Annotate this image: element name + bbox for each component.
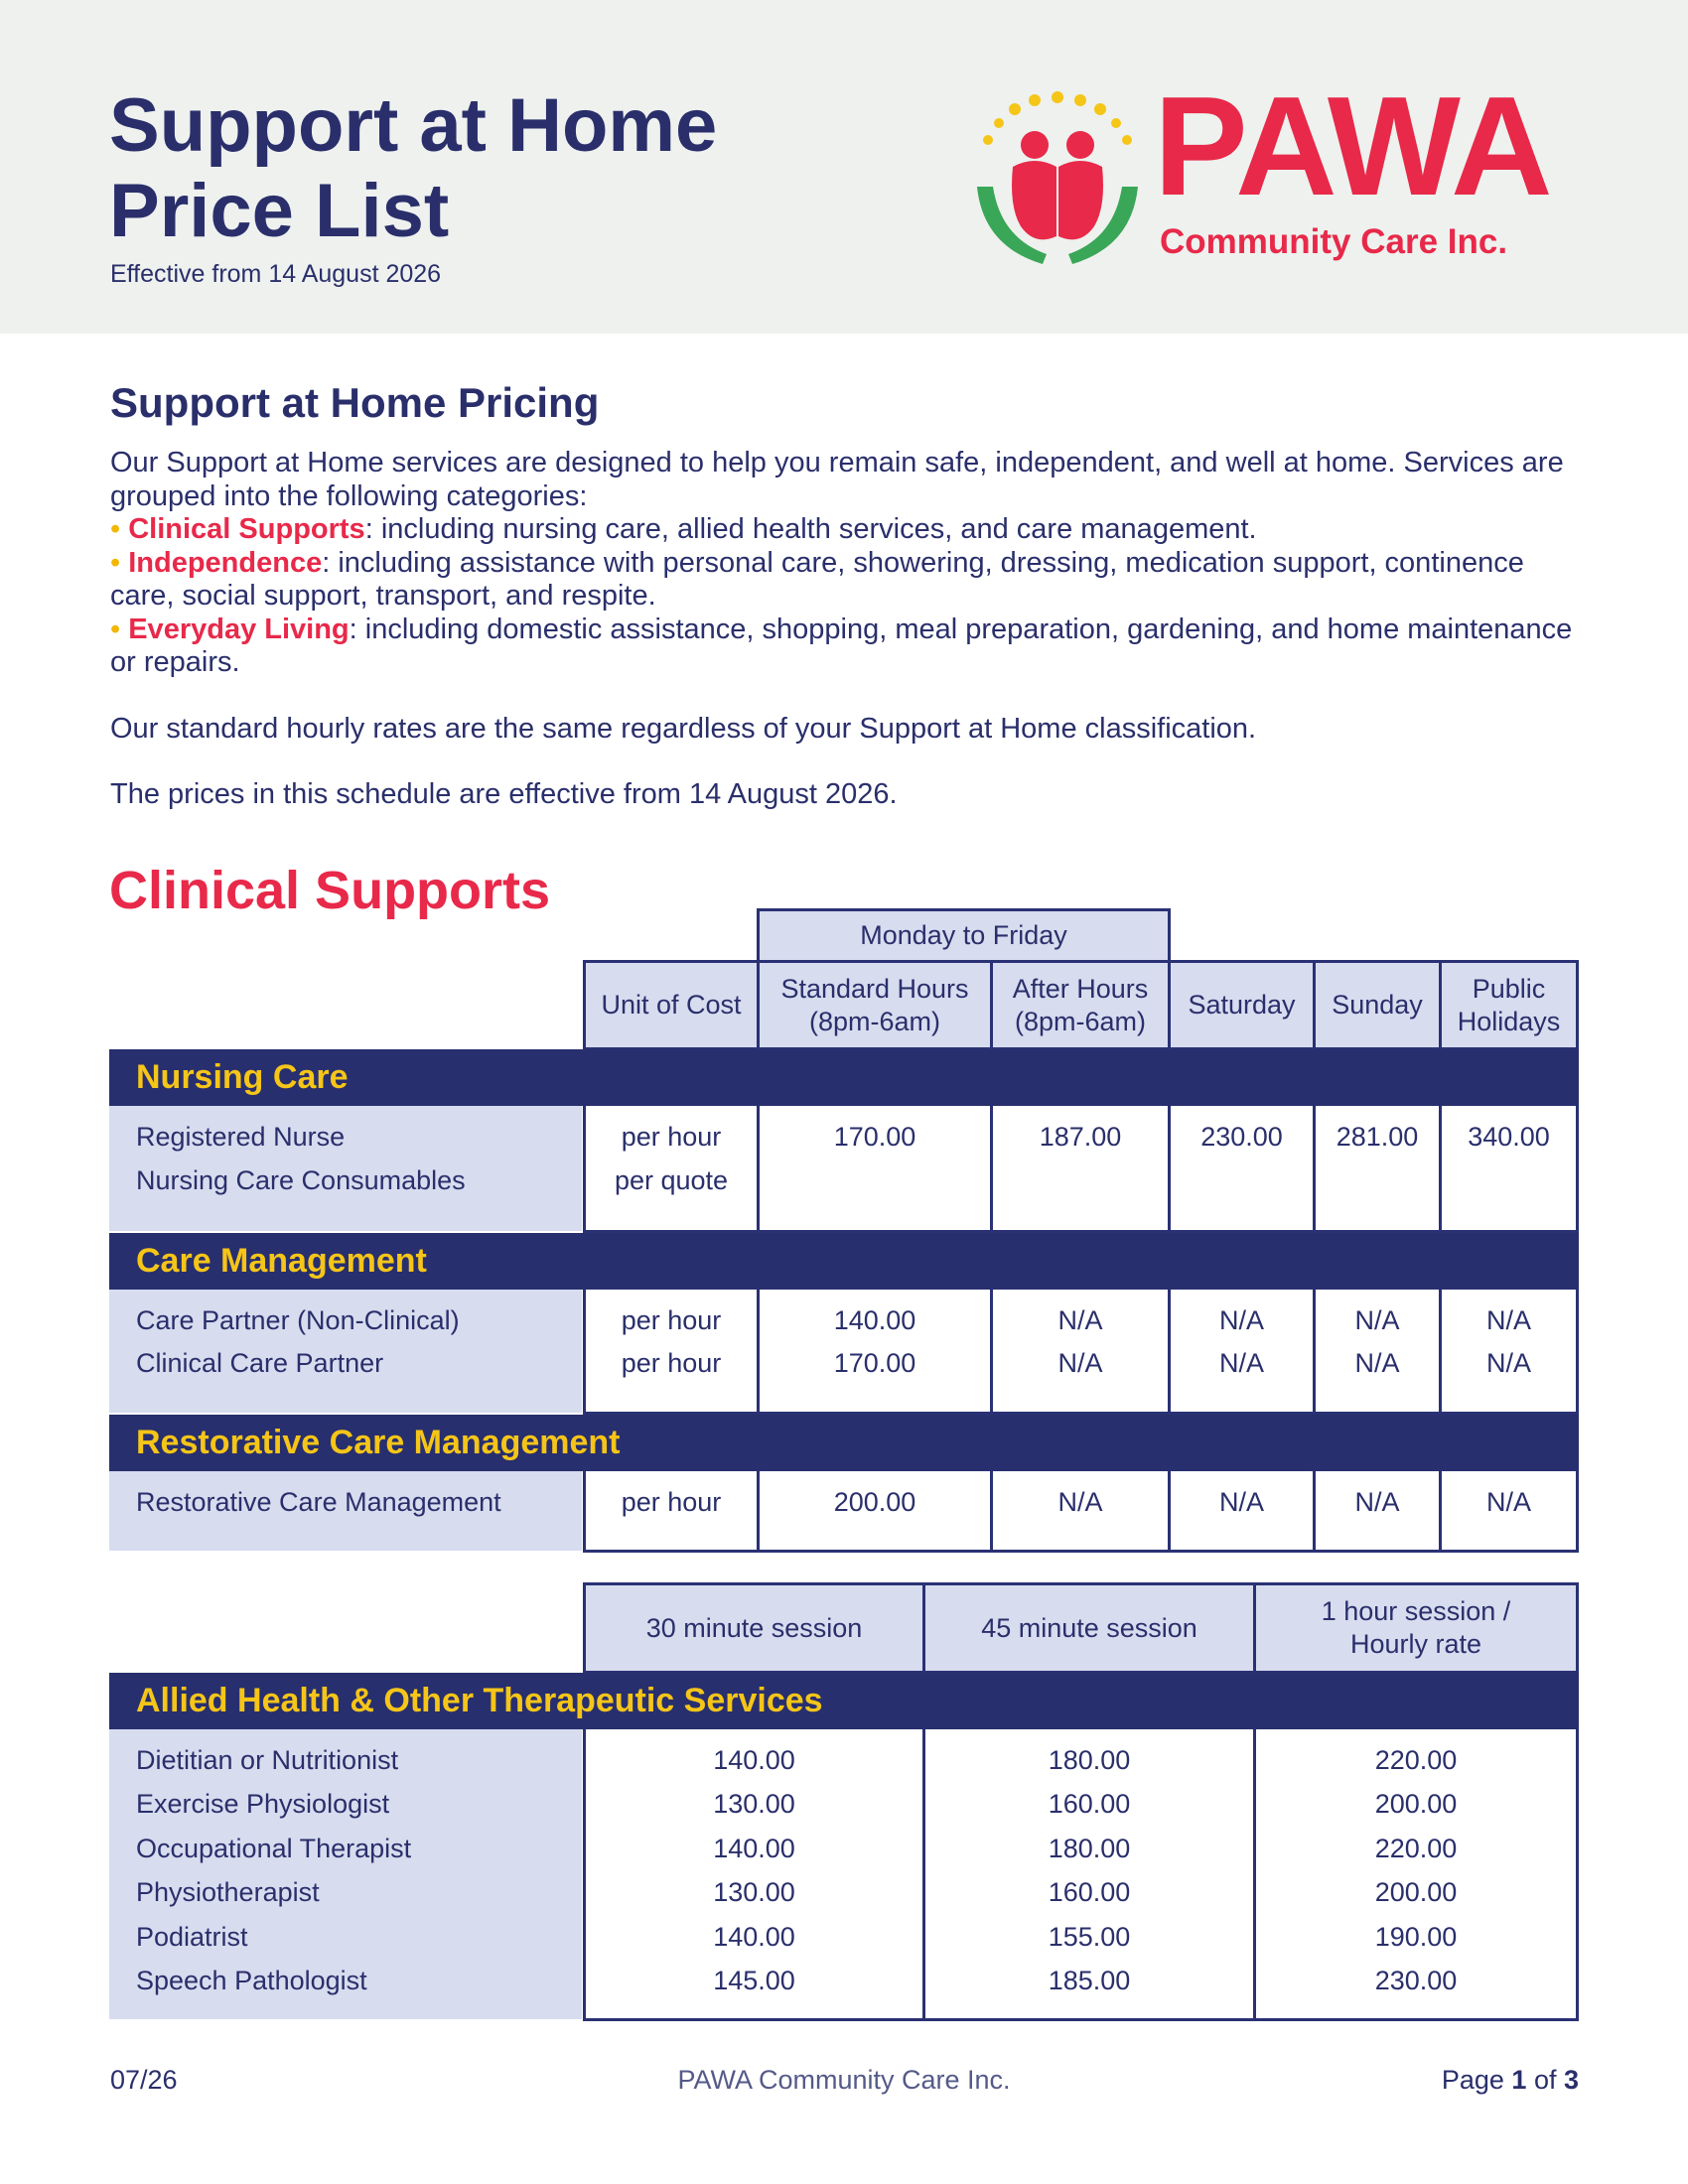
- price-value: 180.00: [1048, 1834, 1131, 1863]
- section-band-care-management: [109, 1233, 1579, 1290]
- page-total: 3: [1563, 2065, 1579, 2095]
- price-value: N/A: [1057, 1348, 1103, 1378]
- price-value: 130.00: [713, 1789, 795, 1819]
- page-current: 1: [1511, 2065, 1527, 2095]
- col-standard-hours: Standard Hours (8pm-6am): [757, 960, 993, 1050]
- price-value: N/A: [1485, 1305, 1531, 1335]
- price-value: N/A: [1354, 1348, 1400, 1378]
- restorative-saturday-cell: [1168, 1471, 1316, 1553]
- col-unit-of-cost: Unit of Cost: [583, 960, 760, 1050]
- col-after-hours: After Hours (8pm-6am): [990, 960, 1171, 1050]
- section-title-care-management: Care Management: [136, 1242, 427, 1280]
- clinical-supports-heading: Clinical Supports: [109, 861, 551, 920]
- row-label: Speech Pathologist: [136, 1966, 367, 1995]
- price-value: N/A: [1485, 1487, 1531, 1517]
- header-band: [0, 0, 1688, 334]
- care-public-cell: [1439, 1290, 1579, 1415]
- pawa-logo-icon: [963, 87, 1152, 276]
- row-label: Occupational Therapist: [136, 1834, 412, 1863]
- price-value: 145.00: [713, 1966, 795, 1995]
- price-value: N/A: [1218, 1305, 1264, 1335]
- section-band-restorative: [109, 1415, 1579, 1471]
- allied-45-cell: [922, 1729, 1256, 2021]
- section-band-nursing: [109, 1049, 1579, 1106]
- price-value: N/A: [1218, 1487, 1264, 1517]
- row-label: Nursing Care Consumables: [136, 1165, 466, 1195]
- price-value: 160.00: [1048, 1789, 1131, 1819]
- care-saturday-cell: [1168, 1290, 1316, 1415]
- nursing-public-cell: [1439, 1106, 1579, 1233]
- row-label: Dietitian or Nutritionist: [136, 1745, 399, 1775]
- page-of: of: [1526, 2065, 1564, 2095]
- logo-wordmark: PAWA: [1154, 68, 1551, 225]
- price-value: 220.00: [1374, 1834, 1458, 1863]
- nursing-labels: [109, 1106, 582, 1231]
- price-value: 170.00: [833, 1348, 916, 1378]
- price-value: 230.00: [1374, 1966, 1458, 1995]
- price-value: 185.00: [1048, 1966, 1131, 1995]
- page-prefix: Page: [1441, 2065, 1512, 2095]
- price-value: 140.00: [833, 1305, 916, 1335]
- unit-value: per hour: [621, 1348, 722, 1378]
- title-line-1: Support at Home: [109, 83, 718, 168]
- category-independence: • Independence: including assistance with personal care, showering, dressing, medication support, continence care, social support, transport, and respite.: [110, 546, 1524, 612]
- category-clinical-desc: : including nursing care, allied health services, and care management.: [364, 513, 1257, 545]
- intro-para-1: Our Support at Home services are designed to help you remain safe, independent, and well at home. Services are grouped into the following categories:: [110, 447, 1564, 512]
- restorative-standard-cell: [757, 1471, 993, 1553]
- price-value: 281.00: [1336, 1122, 1419, 1152]
- section-title-restorative: Restorative Care Management: [136, 1424, 621, 1461]
- col-45-minute: 45 minute session: [922, 1582, 1256, 1674]
- allied-30-cell: [583, 1729, 925, 2021]
- col-1-hour: 1 hour session / Hourly rate: [1253, 1582, 1579, 1674]
- intro-para-3: The prices in this schedule are effective from 14 August 2026.: [110, 778, 898, 810]
- allied-1h-cell: [1253, 1729, 1579, 2021]
- price-value: N/A: [1485, 1348, 1531, 1378]
- intro-para-2: Our standard hourly rates are the same regardless of your Support at Home classification.: [110, 712, 1257, 745]
- price-value: 220.00: [1374, 1745, 1458, 1775]
- category-clinical-name: Clinical Supports: [128, 513, 365, 545]
- unit-value: per quote: [614, 1165, 729, 1195]
- price-value: 140.00: [713, 1922, 795, 1952]
- logo-subtitle: Community Care Inc.: [1160, 222, 1508, 261]
- intro-text: [110, 447, 1590, 812]
- col-sunday: Sunday: [1313, 960, 1442, 1050]
- category-independence-name: Independence: [128, 546, 323, 579]
- price-value: 140.00: [713, 1745, 795, 1775]
- nursing-saturday-cell: [1168, 1106, 1316, 1233]
- price-value: 130.00: [713, 1877, 795, 1907]
- row-label: Physiotherapist: [136, 1877, 320, 1907]
- price-value: 190.00: [1374, 1922, 1458, 1952]
- nursing-unit-cell: [583, 1106, 760, 1233]
- nursing-after-cell: [990, 1106, 1171, 1233]
- price-value: 340.00: [1468, 1122, 1550, 1152]
- unit-value: per hour: [621, 1487, 722, 1517]
- care-standard-cell: [757, 1290, 993, 1415]
- category-everyday-name: Everyday Living: [128, 613, 350, 645]
- price-value: 160.00: [1048, 1877, 1131, 1907]
- col-saturday: Saturday: [1168, 960, 1316, 1050]
- section-title-nursing: Nursing Care: [136, 1058, 349, 1096]
- price-value: 200.00: [1374, 1789, 1458, 1819]
- price-value: 140.00: [713, 1834, 795, 1863]
- row-label: Registered Nurse: [136, 1122, 346, 1152]
- price-value: N/A: [1354, 1305, 1400, 1335]
- footer-org: PAWA Community Care Inc.: [677, 2065, 1011, 2095]
- restorative-labels: [109, 1471, 582, 1551]
- category-everyday: • Everyday Living: including domestic assistance, shopping, meal preparation, gardening, and home maintenance or repairs.: [110, 613, 1573, 678]
- price-value: N/A: [1057, 1487, 1103, 1517]
- allied-health-labels: [109, 1729, 582, 2019]
- price-value: N/A: [1057, 1305, 1103, 1335]
- price-value: 170.00: [833, 1122, 916, 1152]
- row-label: Podiatrist: [136, 1922, 248, 1952]
- care-management-labels: [109, 1290, 582, 1413]
- price-value: 187.00: [1039, 1122, 1122, 1152]
- nursing-sunday-cell: [1313, 1106, 1442, 1233]
- page-number: [1442, 2065, 1579, 2096]
- restorative-after-cell: [990, 1471, 1171, 1553]
- price-value: 200.00: [1374, 1877, 1458, 1907]
- section-band-allied-health: [109, 1673, 1579, 1729]
- row-label: Exercise Physiologist: [136, 1789, 390, 1819]
- footer-code: 07/26: [110, 2065, 178, 2095]
- unit-value: per hour: [621, 1305, 722, 1335]
- price-value: N/A: [1218, 1348, 1264, 1378]
- monday-friday-header: Monday to Friday: [757, 908, 1171, 963]
- nursing-standard-cell: [757, 1106, 993, 1233]
- col-30-minute: 30 minute session: [583, 1582, 925, 1674]
- care-sunday-cell: [1313, 1290, 1442, 1415]
- effective-date: Effective from 14 August 2026: [110, 260, 442, 288]
- row-label: Clinical Care Partner: [136, 1348, 384, 1378]
- col-public-holidays: Public Holidays: [1439, 960, 1579, 1050]
- price-value: 155.00: [1048, 1922, 1131, 1952]
- row-label: Restorative Care Management: [136, 1487, 501, 1517]
- care-unit-cell: [583, 1290, 760, 1415]
- price-value: N/A: [1354, 1487, 1400, 1517]
- unit-value: per hour: [621, 1122, 722, 1152]
- price-value: 200.00: [833, 1487, 916, 1517]
- category-independence-desc: : including assistance with personal care, showering, dressing, medication support, continence care, social support, transport, and respite.: [110, 546, 1524, 612]
- row-label: Care Partner (Non-Clinical): [136, 1305, 460, 1335]
- restorative-public-cell: [1439, 1471, 1579, 1553]
- section-title-allied-health: Allied Health & Other Therapeutic Services: [136, 1682, 823, 1719]
- title-line-2: Price List: [109, 169, 450, 253]
- page-title: [109, 83, 717, 254]
- category-everyday-desc: : including domestic assistance, shopping, meal preparation, gardening, and home maintenance or repairs.: [110, 613, 1573, 678]
- restorative-unit-cell: [583, 1471, 760, 1553]
- restorative-sunday-cell: [1313, 1471, 1442, 1553]
- price-value: 180.00: [1048, 1745, 1131, 1775]
- category-clinical: • Clinical Supports: including nursing care, allied health services, and care management.: [110, 513, 1257, 545]
- pricing-heading: Support at Home Pricing: [110, 379, 600, 426]
- care-after-cell: [990, 1290, 1171, 1415]
- price-value: 230.00: [1200, 1122, 1283, 1152]
